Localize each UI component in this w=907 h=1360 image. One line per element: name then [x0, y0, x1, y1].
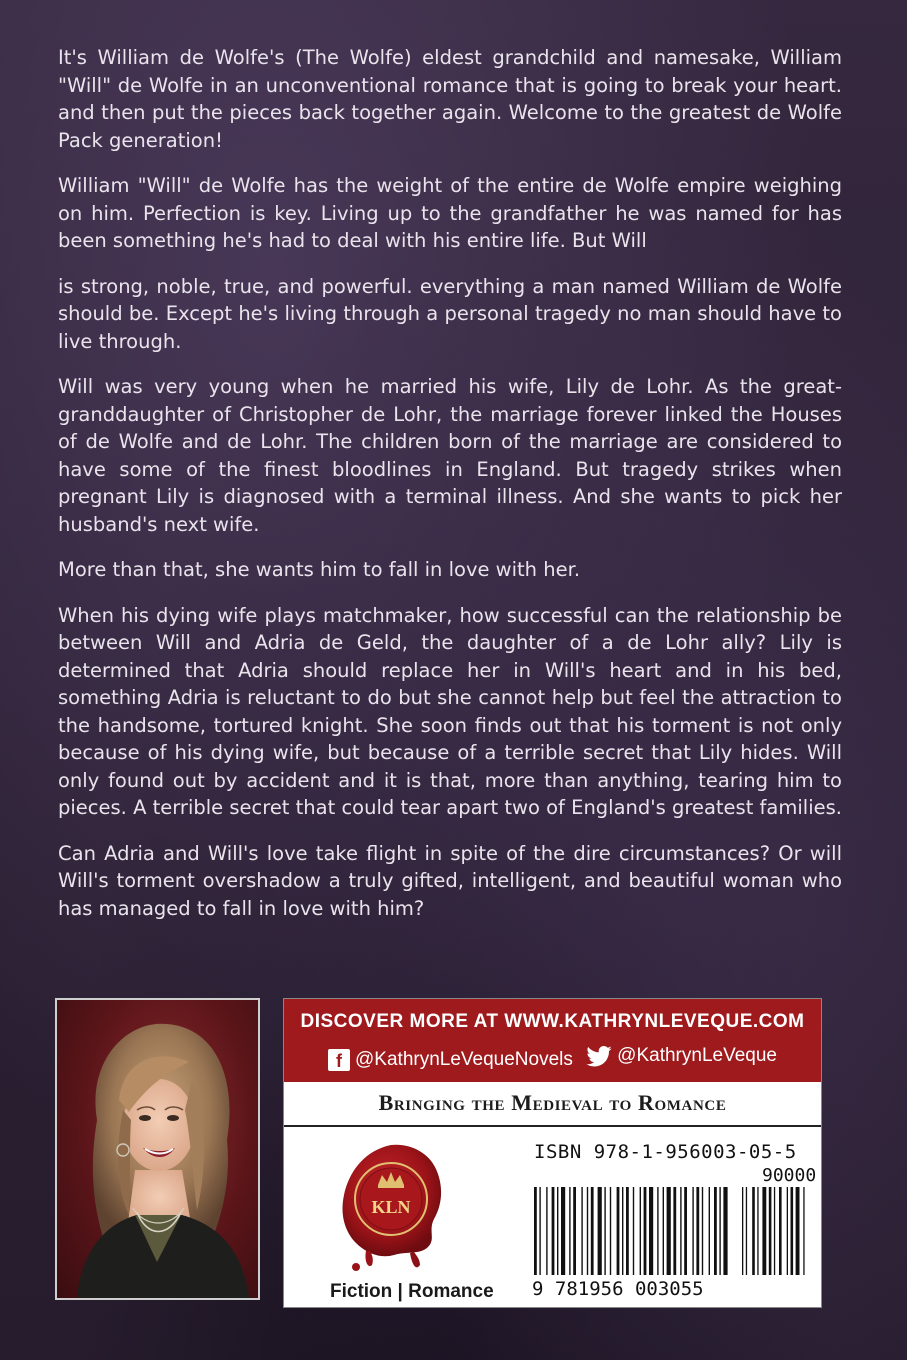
facebook-handle: @KathrynLeVequeNovels — [355, 1048, 573, 1070]
publisher-info-panel — [283, 998, 822, 1308]
promo-band — [284, 999, 821, 1082]
tagline: Bringing the Medieval to Romance — [378, 1090, 727, 1115]
blurb-paragraph-3: is strong, noble, true, and powerful. everything a man named William de Wolfe should be. Except he's living through a personal tragedy no man should have to live through. — [58, 274, 842, 353]
author-photo-frame — [55, 998, 260, 1300]
twitter-handle: @KathrynLeVeque — [617, 1045, 777, 1066]
isbn-label: ISBN 978-1-956003-05-5 — [534, 1141, 797, 1163]
blurb-paragraph-1: It's William de Wolfe's (The Wolfe) eldest grandchild and namesake, William "Will" de Wolfe in an unconventional romance that is going to break your heart. and then put the pieces back together again. Welcome to the greatest de Wolfe Pack generation! — [58, 46, 842, 152]
blurb-paragraph-5: More than that, she wants him to fall in love with her. — [58, 558, 581, 581]
twitter-link[interactable] — [586, 1045, 777, 1067]
back-cover-blurb — [58, 44, 842, 940]
seal-monogram: KLN — [371, 1197, 411, 1217]
facebook-icon: f — [328, 1049, 350, 1071]
blurb-paragraph-7: Can Adria and Will's love take flight in spite of the dire circumstances? Or will Will's torment overshadow a truly gifted, intelligent, and beautiful woman who has managed to fall in love with him? — [58, 841, 842, 920]
blurb-paragraph-2: William "Will" de Wolfe has the weight of the entire de Wolfe empire weighing on him. Perfection is key. Living up to the grandfather he was named for has been something he's had to deal with his entire life. But Will — [58, 174, 842, 252]
publisher-logo — [336, 1139, 446, 1279]
tagline-divider — [284, 1125, 821, 1127]
price-code: 90000 — [762, 1165, 817, 1186]
genre-label: Fiction | Romance — [330, 1281, 494, 1302]
ean-number: 9 781956 003055 — [532, 1278, 704, 1300]
author-portrait-illustration — [57, 1000, 258, 1298]
wax-seal-icon — [336, 1139, 446, 1279]
facebook-link[interactable] — [328, 1049, 573, 1071]
barcode-bars — [530, 1187, 810, 1279]
blurb-paragraph-6: When his dying wife plays matchmaker, how successful can the relationship be between Will and Adria de Geld, the daughter of a de Lohr ally? Lily is determined that Adria should replace her in Will's heart and in his bed, something Adria is reluctant to do but she cannot help but feel the attraction to the handsome, tortured knight. She soon finds out that his torment is not only because of his dying wife, but because of a terrible secret that Lily hides. Will only found out by accident and it is that, more than anything, tearing him to pieces. A terrible secret that could tear apart two of England's greatest families. — [58, 603, 842, 819]
author-photo — [57, 1000, 258, 1298]
twitter-bird-icon — [586, 1046, 612, 1067]
website-link[interactable]: DISCOVER MORE AT WWW.KATHRYNLEVEQUE.COM — [300, 1011, 805, 1032]
blurb-paragraph-4: Will was very young when he married his wife, Lily de Lohr. As the great-granddaughter of Christopher de Lohr, the marriage forever linked the Houses of de Wolfe and de Lohr. The children born of the marriage are considered to have some of the finest bloodlines in England. But tragedy strikes when pregnant Lily is diagnosed with a terminal illness. And she wants to pick her husband's next wife. — [58, 375, 842, 536]
social-row — [284, 1045, 821, 1073]
